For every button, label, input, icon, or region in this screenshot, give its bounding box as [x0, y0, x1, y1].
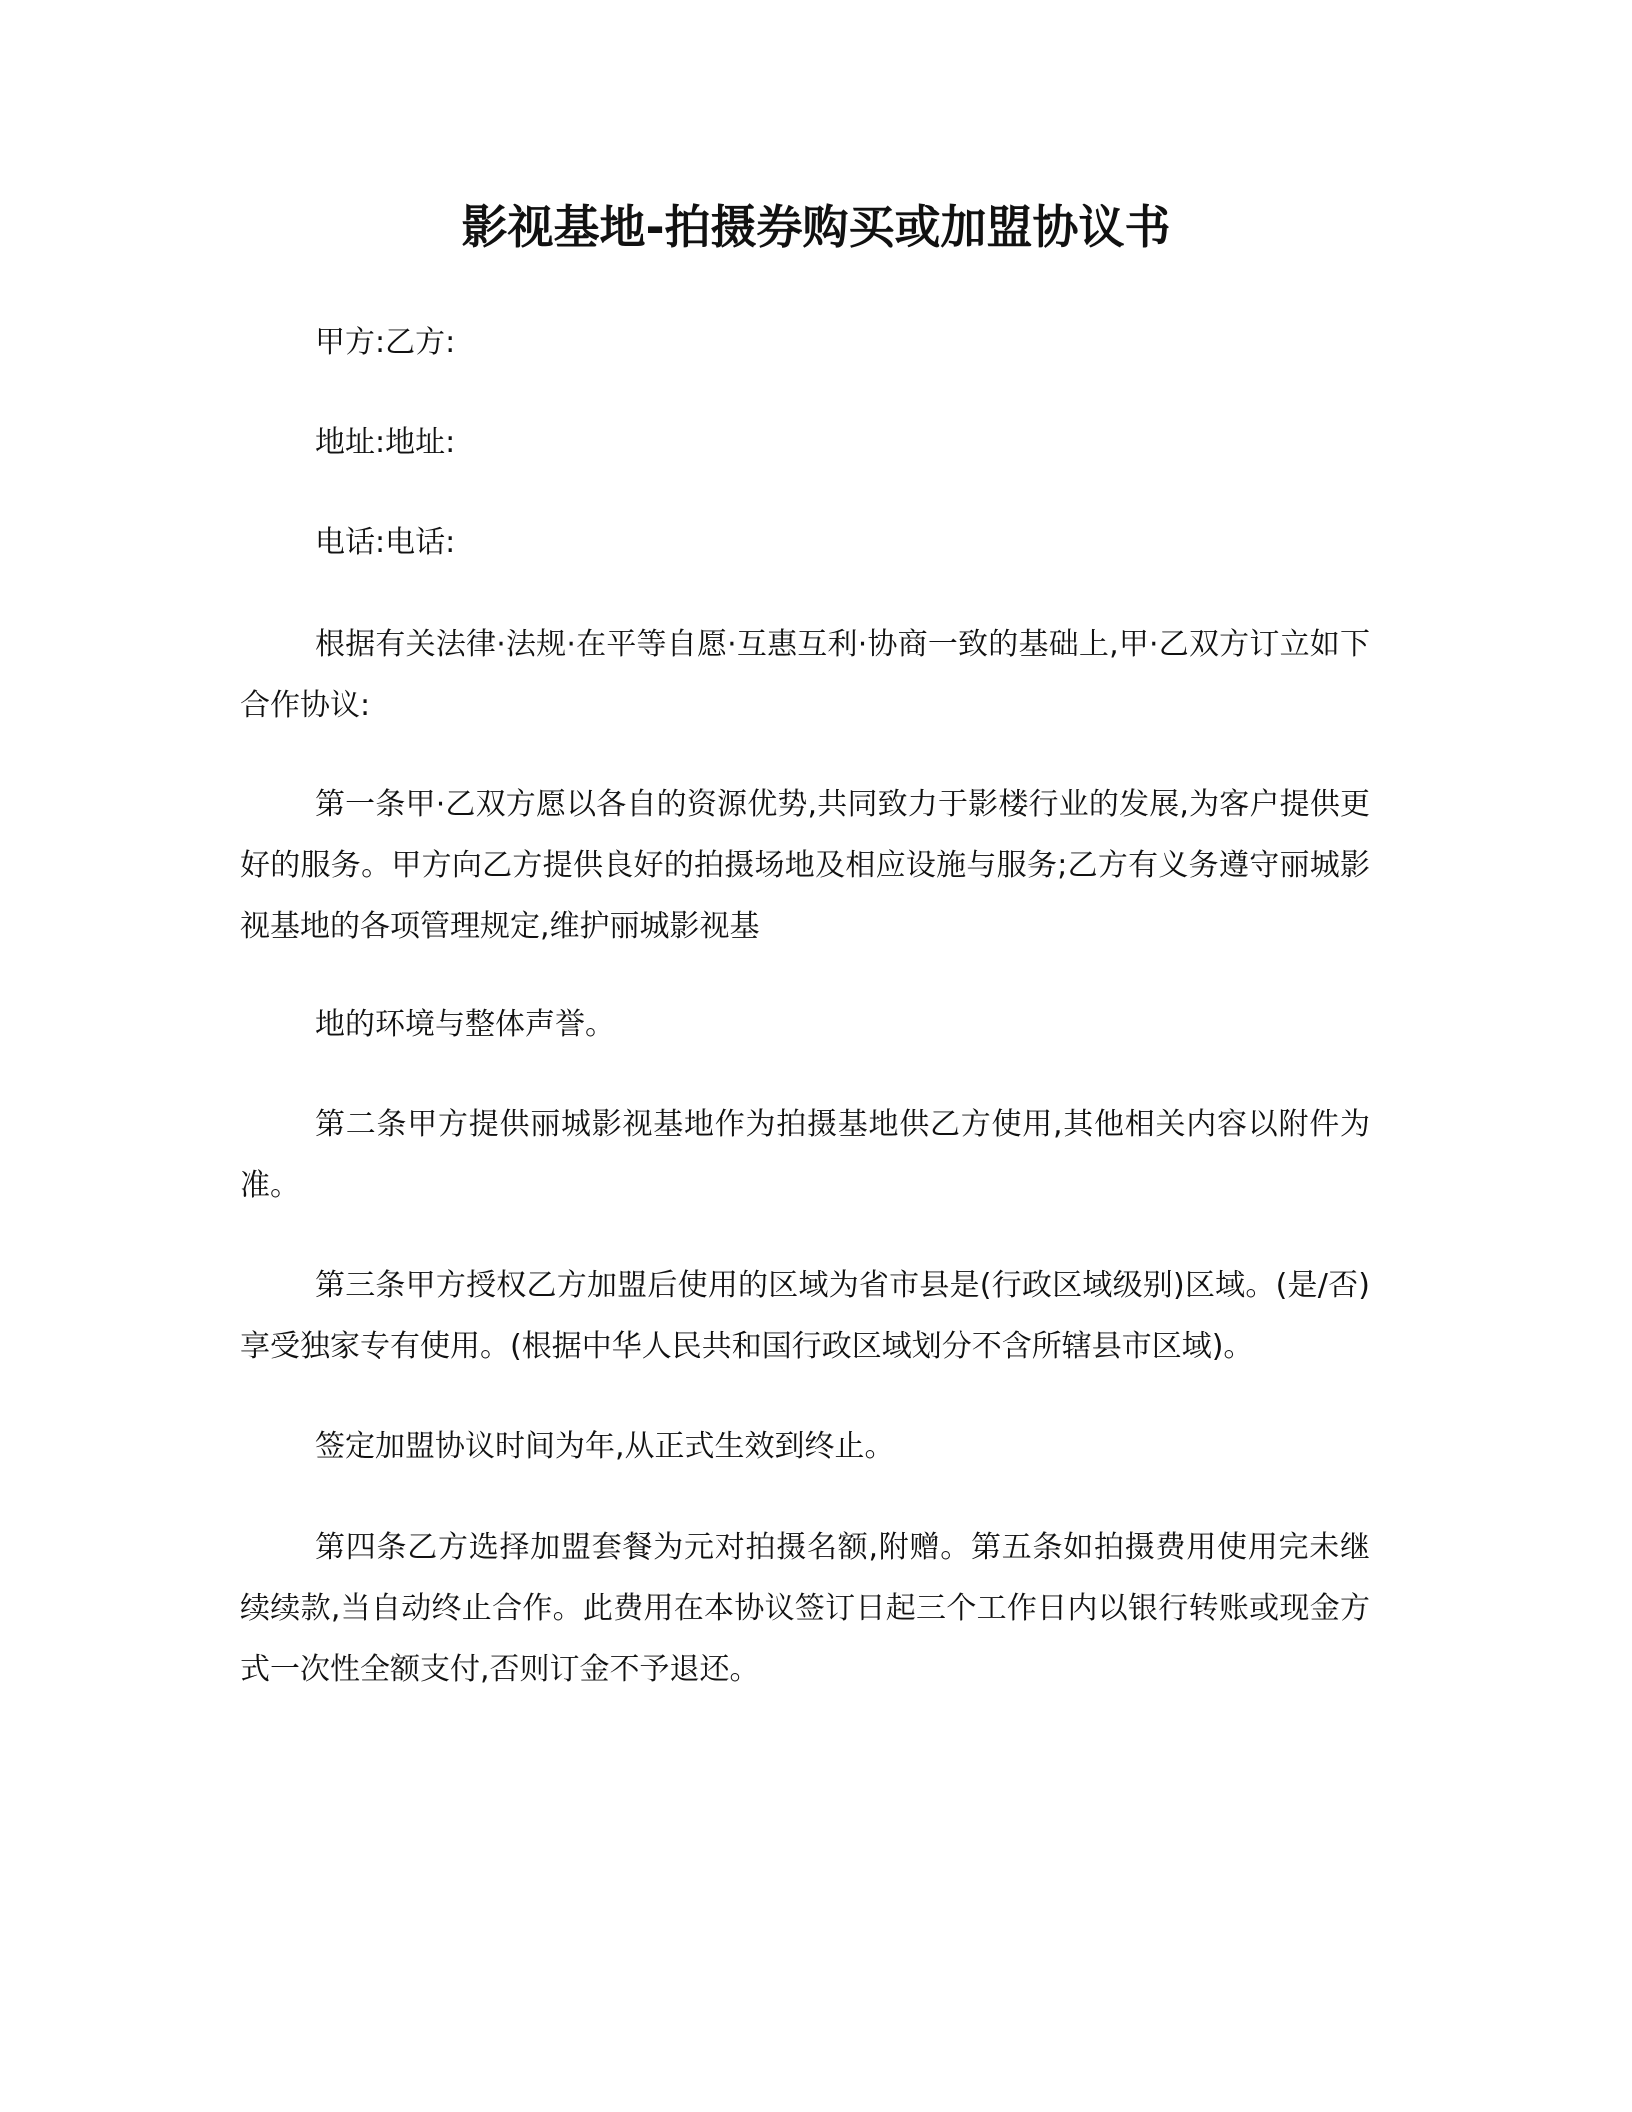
intro-paragraph: 根据有关法律·法规·在平等自愿·互惠互利·协商一致的基础上,甲·乙双方订立如下合作协议:	[240, 627, 1370, 723]
phone-line: 电话:电话:	[315, 525, 456, 560]
article-2-paragraph: 第二条甲方提供丽城影视基地作为拍摄基地供乙方使用,其他相关内容以附件为准。	[240, 1107, 1370, 1203]
document-title: 影视基地-拍摄券购买或加盟协议书	[461, 200, 1171, 254]
article-3-paragraph: 第三条甲方授权乙方加盟后使用的区域为省市县是(行政区域级别)区域。(是/否)享受独家专有使用。(根据中华人民共和国行政区域划分不含所辖县市区域)。	[240, 1268, 1370, 1364]
term-paragraph: 签定加盟协议时间为年,从正式生效到终止。	[315, 1429, 895, 1464]
address-line: 地址:地址:	[315, 425, 456, 460]
article-1-paragraph: 第一条甲·乙双方愿以各自的资源优势,共同致力于影楼行业的发展,为客户提供更好的服务。甲方向乙方提供良好的拍摄场地及相应设施与服务;乙方有义务遵守丽城影视基地的各项管理规定,维护丽城影视基	[240, 787, 1370, 944]
party-line: 甲方:乙方:	[315, 325, 456, 360]
article-4-paragraph: 第四条乙方选择加盟套餐为元对拍摄名额,附赠。第五条如拍摄费用使用完未继续续款,当自动终止合作。此费用在本协议签订日起三个工作日内以银行转账或现金方式一次性全额支付,否则订金不予退还。	[240, 1530, 1370, 1687]
article-1-continuation: 地的环境与整体声誉。	[315, 1007, 615, 1042]
